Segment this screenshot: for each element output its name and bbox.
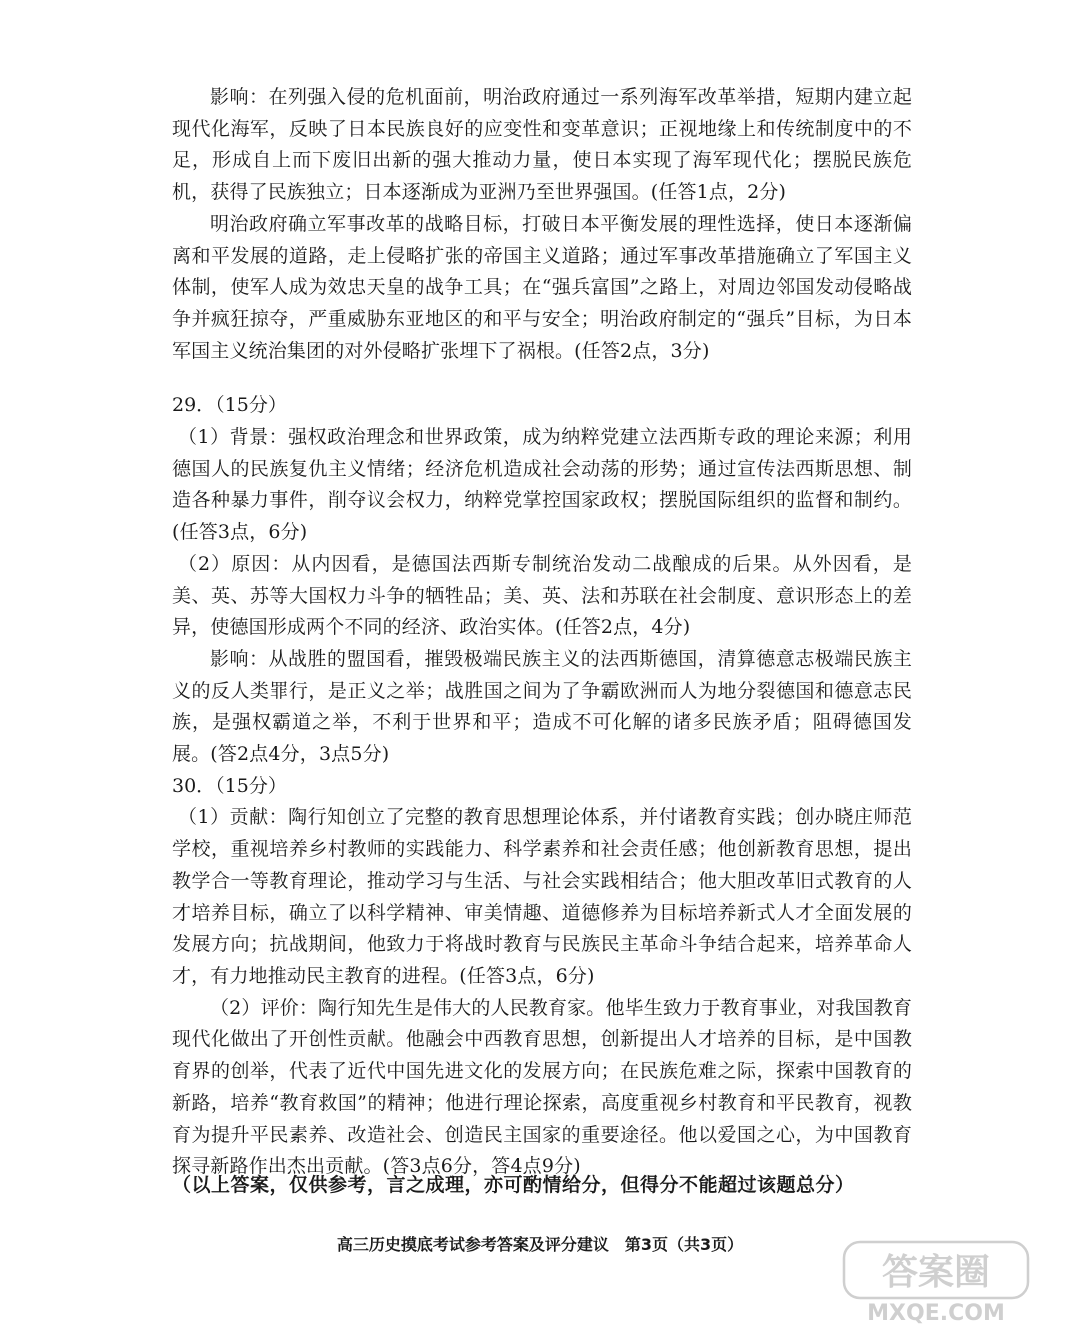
watermark-bottom-text: MXQE.COM bbox=[867, 1301, 1005, 1326]
question-29-heading: 29．（15分） bbox=[172, 394, 287, 417]
q30-evaluation-paragraph: （2）评价：陶行知先生是伟大的人民教育家。他毕生致力于教育事业，对我国教育现代化做出了开创性贡献。他融会中西教育思想，创新提出人才培养的目标，是中国教育界的创举，代表了近代中国先进文化的发展方向；在民族危难之际，探索中国教育的新路，培养“教育救国”的精神；他进行理论探索，高度重视乡村教育和平民教育，视教育为提升平民素养、改造社会、创造民主国家的重要途径。他以爱国之心，为中国教育探寻新路作出杰出贡献。(答3点6分，答4点9分) bbox=[172, 996, 912, 1178]
answer-content bbox=[172, 82, 912, 1183]
closing-note: （以上答案，仅供参考，言之成理，亦可酌情给分，但得分不能超过该题总分） bbox=[172, 1174, 855, 1196]
q28-evaluation-paragraph: 明治政府确立军事改革的战略目标，打破日本平衡发展的理性选择，使日本逐渐偏离和平发展的道路，走上侵略扩张的帝国主义道路；通过军事改革措施确立了军国主义体制，使军人成为效忠天皇的战争工具；在“强兵富国”之路上，对周边邻国发动侵略战争并疯狂掠夺，严重威胁东亚地区的和平与安全；明治政府制定的“强兵”目标，为日本军国主义统治集团的对外侵略扩张埋下了祸根。(任答2点，3分) bbox=[172, 212, 912, 362]
page-footer: 高三历史摸底考试参考答案及评分建议 第3页（共3页） bbox=[336, 1235, 744, 1254]
q29-background-paragraph: （1）背景：强权政治理念和世界政策，成为纳粹党建立法西斯专政的理论来源；利用德国人的民族复仇主义情绪；经济危机造成社会动荡的形势；通过宣传法西斯思想、制造各种暴力事件，削夺议会权力，纳粹党掌控国家政权；摆脱国际组织的监督和制约。(任答3点，6分) bbox=[172, 426, 912, 544]
q28-impact-paragraph: 影响：在列强入侵的危机面前，明治政府通过一系列海军改革举措，短期内建立起现代化海军，反映了日本民族良好的应变性和变革意识；正视地缘上和传统制度中的不足，形成自上而下废旧出新的强大推动力量，使日本实现了海军现代化；摆脱民族危机，获得了民族独立；日本逐渐成为亚洲乃至世界强国。(任答1点，2分) bbox=[172, 86, 912, 204]
watermark-logo bbox=[836, 1236, 1036, 1326]
q29-reason-paragraph: （2）原因：从内因看，是德国法西斯专制统治发动二战酿成的后果。从外因看，是美、英、苏等大国权力斗争的牺牲品；美、英、法和苏联在社会制度、意识形态上的差异，使德国形成两个不同的经济、政治实体。(任答2点，4分) bbox=[172, 552, 912, 639]
watermark-top-text: 答案圈 bbox=[881, 1252, 991, 1293]
q30-contribution-paragraph: （1）贡献：陶行知创立了完整的教育思想理论体系，并付诸教育实践；创办晓庄师范学校，重视培养乡村教师的实践能力、科学素养和社会责任感；他创新教育思想，提出教学合一等教育理论，推动学习与生活、与社会实践相结合；他大胆改革旧式教育的人才培养目标，确立了以科学精神、审美情趣、道德修养为目标培养新式人才全面发展的发展方向；抗战期间，他致力于将战时教育与民族民主革命斗争结合起来，培养革命人才，有力地推动民主教育的进程。(任答3点，6分) bbox=[172, 806, 912, 987]
q29-impact-paragraph: 影响：从战胜的盟国看，摧毁极端民族主义的法西斯德国，清算德意志极端民族主义的反人类罪行，是正义之举；战胜国之间为了争霸欧洲而人为地分裂德国和德意志民族，是强权霸道之举，不利于世界和平；造成不可化解的诸多民族矛盾；阻碍德国发展。(答2点4分，3点5分) bbox=[172, 647, 912, 766]
question-30-heading: 30．（15分） bbox=[172, 774, 287, 797]
section-spacer bbox=[172, 367, 912, 390]
